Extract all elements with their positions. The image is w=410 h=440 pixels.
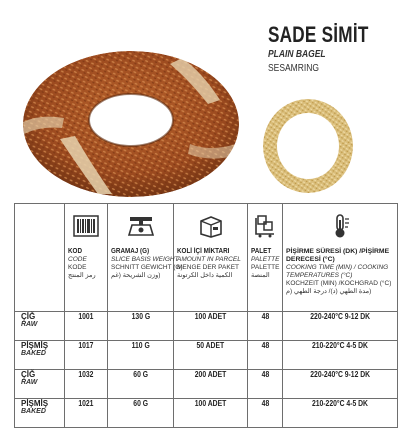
- cooking-cell: 210-220°C 4-5 DK: [283, 399, 398, 428]
- cooking-header-cell: [283, 204, 398, 312]
- pallet-icon: [254, 214, 276, 238]
- code-cell: 1032: [65, 370, 108, 399]
- amount-header-de: MENGE DER PAKET: [177, 264, 240, 271]
- state-en: BAKED: [21, 350, 46, 357]
- table-header-row: [15, 204, 398, 312]
- cooking-header-en: COOKING TIME (MIN) / COOKING TEMPERATURES (°C): [286, 264, 389, 279]
- amount-header-tr: KOLİ İÇİ MİKTARI: [177, 248, 230, 255]
- weight-cell: 60 G: [108, 370, 174, 399]
- state-en: RAW: [21, 321, 38, 328]
- pallet-header-en: PALETTE: [251, 256, 280, 263]
- code-header-de: KODE: [68, 264, 87, 271]
- state-cell: [15, 399, 65, 428]
- state-cell: [15, 341, 65, 370]
- state-tr: PİŞMİŞ: [21, 341, 49, 350]
- state-tr: ÇİĞ: [21, 312, 36, 321]
- weight-header-en: SLICE BASIS WEIGHT: [111, 256, 179, 263]
- weight-header-cell: [108, 204, 183, 312]
- box-icon: [197, 214, 225, 238]
- pallet-header-de: PALETTE: [251, 264, 280, 271]
- cooking-cell: 220-240°C 9-12 DK: [283, 370, 398, 399]
- code-header-en: CODE: [68, 256, 87, 263]
- spec-table: [14, 203, 398, 428]
- pallet-cell: 48: [248, 370, 283, 399]
- plain-simit-small-image: [260, 96, 356, 196]
- sesame-simit-large-image: [20, 44, 242, 199]
- code-cell: 1021: [65, 399, 108, 428]
- table-row: [15, 399, 398, 428]
- code-header-tr: KOD: [68, 248, 83, 255]
- amount-header-ar: الكمية داخل الكرتونة: [177, 272, 233, 279]
- product-subtitle-de: SESAMRING: [268, 63, 320, 74]
- state-en: RAW: [21, 379, 38, 386]
- state-header-cell: [15, 204, 65, 312]
- state-tr: ÇİĞ: [21, 370, 36, 379]
- code-header-cell: [65, 204, 108, 312]
- pallet-header-cell: [248, 204, 283, 312]
- cooking-cell: 220-240°C 9-12 DK: [283, 312, 398, 341]
- cooking-header-ar: (مدة الطهي (د)/ درجة الطهي (م: [286, 288, 372, 295]
- pallet-cell: 48: [248, 341, 283, 370]
- pallet-cell: 48: [248, 399, 283, 428]
- amount-cell: 100 ADET: [174, 399, 248, 428]
- weight-header-de: SCHNITT GEWICHT (G): [111, 264, 183, 271]
- thermometer-icon: [328, 213, 352, 239]
- weight-cell: 130 G: [108, 312, 174, 341]
- weight-header-ar: (وزن الشريحة (غم: [111, 272, 161, 279]
- amount-header-cell: [174, 204, 248, 312]
- table-row: [15, 341, 398, 370]
- cooking-cell: 210-220°C 4-5 DK: [283, 341, 398, 370]
- scale-icon: [127, 215, 155, 237]
- amount-cell: 100 ADET: [174, 312, 248, 341]
- code-header-ar: رمز المنتج: [68, 272, 96, 279]
- table-row: [15, 312, 398, 341]
- code-cell: 1001: [65, 312, 108, 341]
- weight-cell: 110 G: [108, 341, 174, 370]
- pallet-cell: 48: [248, 312, 283, 341]
- state-tr: PİŞMİŞ: [21, 399, 49, 408]
- product-subtitle-en: PLAIN BAGEL: [268, 49, 326, 60]
- amount-header-en: AMOUNT IN PARCEL: [177, 256, 241, 263]
- cooking-header-de: KOCHZEIT (MIN) /KOCHGRAD (°C): [286, 280, 392, 287]
- weight-header-tr: GRAMAJ (G): [111, 248, 150, 255]
- state-cell: [15, 370, 65, 399]
- product-title: SADE SİMİT: [268, 22, 369, 47]
- product-hero: [0, 0, 410, 205]
- state-en: BAKED: [21, 408, 46, 415]
- code-cell: 1017: [65, 341, 108, 370]
- cooking-header-tr: PİŞİRME SÜRESİ (DK) /PİŞİRME DERECESİ (°C): [286, 248, 390, 263]
- amount-cell: 200 ADET: [174, 370, 248, 399]
- pallet-header-ar: المنصة: [251, 272, 270, 279]
- weight-cell: 60 G: [108, 399, 174, 428]
- barcode-icon: [73, 215, 99, 237]
- state-cell: [15, 312, 65, 341]
- amount-cell: 50 ADET: [174, 341, 248, 370]
- table-row: [15, 370, 398, 399]
- pallet-header-tr: PALET: [251, 248, 272, 255]
